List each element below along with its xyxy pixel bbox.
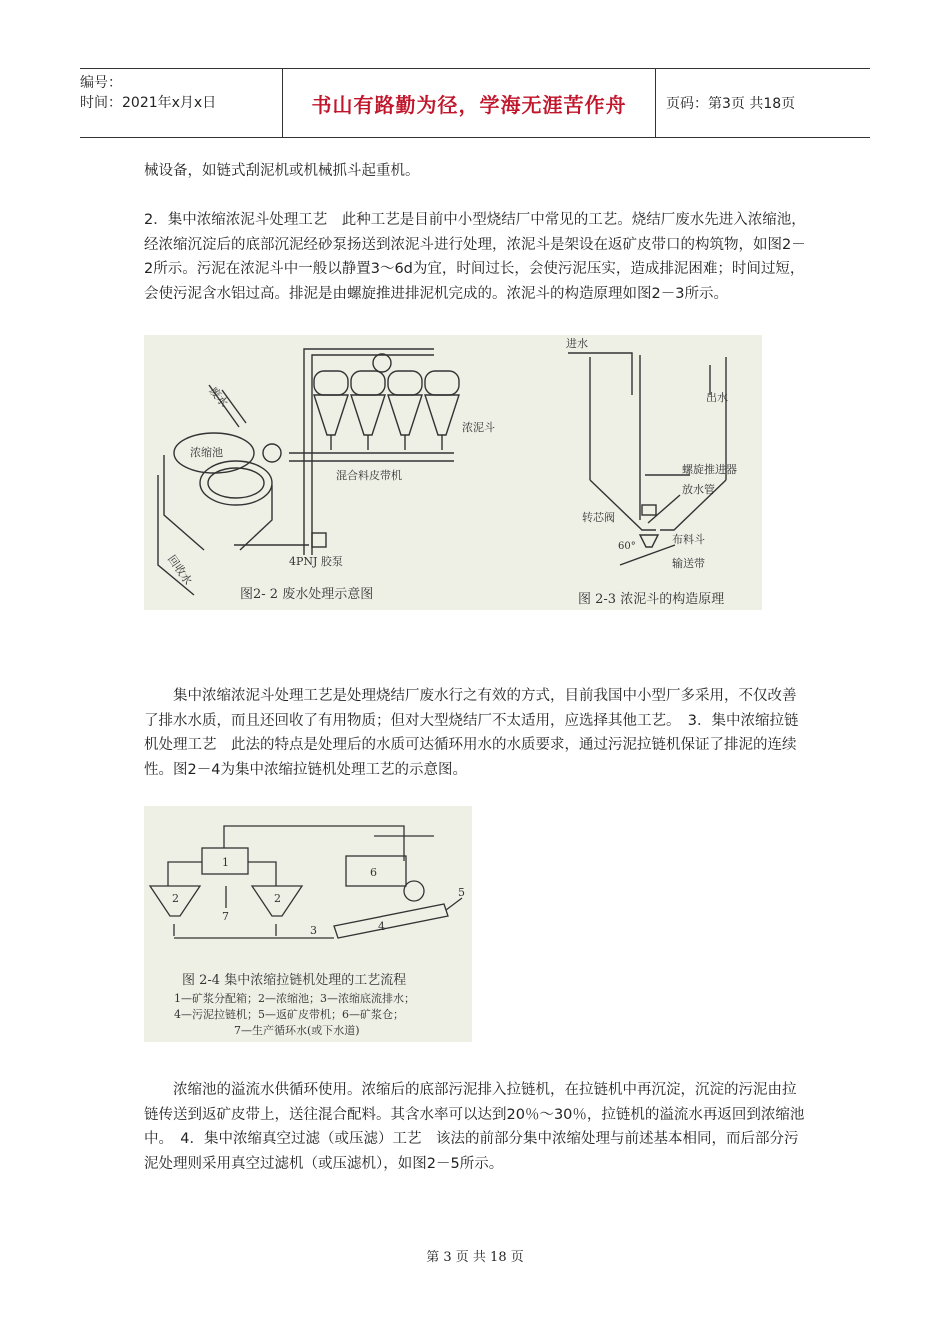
label-valve: 转芯阀 (582, 511, 615, 524)
label-thickener: 浓缩池 (190, 446, 223, 459)
figure-2-2-drawing (144, 335, 560, 610)
label-distributor: 布料斗 (672, 533, 705, 546)
figure-2-3-caption: 图 2-3 浓泥斗的构造原理 (578, 592, 725, 607)
figure-2-4-caption: 图 2-4 集中浓缩拉链机处理的工艺流程 (182, 973, 407, 988)
label-conveyor: 输送带 (672, 557, 705, 570)
header-left (80, 69, 280, 141)
label-screw: 螺旋推进器 (682, 463, 737, 476)
paragraph-3: 集中浓缩浓泥斗处理工艺是处理烧结厂废水行之有效的方式，目前我国中小型厂多采用，不仅改善了排水水质，而且还回收了有用物质；但对大型烧结厂不太适用，应选择其他工艺。 3．集中浓缩拉链机处理工艺 此法的特点是处理后的水质可达循环用水的水质要求，通过污泥拉链机保证了排泥的连续性。图2－4为集中浓缩拉链机处理工艺的示意图。 (144, 688, 799, 778)
page-footer: 第 3 页 共 18 页 (426, 1250, 524, 1265)
figure-2-3-drawing (560, 335, 762, 610)
fig24-number-7: 7 (222, 910, 229, 923)
fig24-number-2a: 2 (172, 892, 179, 905)
label-waste-water: 废水 (206, 384, 231, 410)
figure-2-2-caption: 图2- 2 废水处理示意图 (240, 587, 374, 602)
figure-2-4-legend-1: 1—矿浆分配箱；2—浓缩池；3—浓缩底流排水； (174, 992, 415, 1005)
fig24-number-2b: 2 (274, 892, 281, 905)
fig24-number-4: 4 (378, 920, 385, 933)
figure-2-4-legend-2: 4—污泥拉链机；5—返矿皮带机；6—矿浆仓； (174, 1008, 404, 1021)
figure-2-4 (144, 806, 472, 1042)
label-outlet: 出水 (706, 391, 728, 404)
figure-2-2 (144, 335, 560, 610)
number-label: 编号： (80, 75, 122, 91)
figure-2-4-legend-3: 7—生产循环水(或下水道) (234, 1024, 360, 1037)
header-motto: 书山有路勤为径，学海无涯苦作舟 (282, 69, 656, 137)
paragraph-1: 械设备，如链式刮泥机或机械抓斗起重机。 (144, 163, 420, 179)
figure-2-4-drawing (144, 806, 472, 1042)
fig24-number-5: 5 (458, 886, 465, 899)
fig24-number-6: 6 (370, 866, 377, 879)
label-drain: 放水管 (682, 483, 715, 496)
label-hopper: 浓泥斗 (462, 421, 495, 434)
fig24-number-1: 1 (222, 856, 229, 869)
label-belt: 混合料皮带机 (336, 469, 402, 482)
header-page-info: 页码：第3页 共18页 (666, 96, 796, 112)
paragraph-2: 2．集中浓缩浓泥斗处理工艺 此种工艺是目前中小型烧结厂中常见的工艺。烧结厂废水先进入浓缩池，经浓缩沉淀后的底部沉泥经砂泵扬送到浓泥斗进行处理，浓泥斗是架设在返矿皮带口的构筑物，如图2－2所示。污泥在浓泥斗中一般以静置3～6d为宜，时间过长，会使污泥压实，造成排泥困难；时间过短，会使污泥含水铝过高。排泥是由螺旋推进排泥机完成的。浓泥斗的构造原理如图2－3所示。 (144, 212, 806, 302)
page-header (80, 68, 870, 138)
label-inlet: 进水 (566, 337, 588, 350)
figure-2-3 (560, 335, 762, 610)
label-angle: 60° (618, 541, 636, 552)
label-return-water: 回收水 (164, 552, 195, 588)
label-pump: 4PNJ 胶泵 (289, 555, 343, 568)
date-label: 时间：2021年x月x日 (80, 95, 217, 111)
fig24-number-3: 3 (310, 924, 317, 937)
paragraph-4: 浓缩池的溢流水供循环使用。浓缩后的底部污泥排入拉链机，在拉链机中再沉淀，沉淀的污泥由拉链传送到返矿皮带上，送往混合配料。其含水率可以达到20％～30％，拉链机的溢流水再返回到浓缩池中。 4．集中浓缩真空过滤（或压滤）工艺 该法的前部分集中浓缩处理与前述基本相同，而后部分污泥处理则采用真空过滤机（或压滤机），如图2－5所示。 (144, 1082, 805, 1172)
